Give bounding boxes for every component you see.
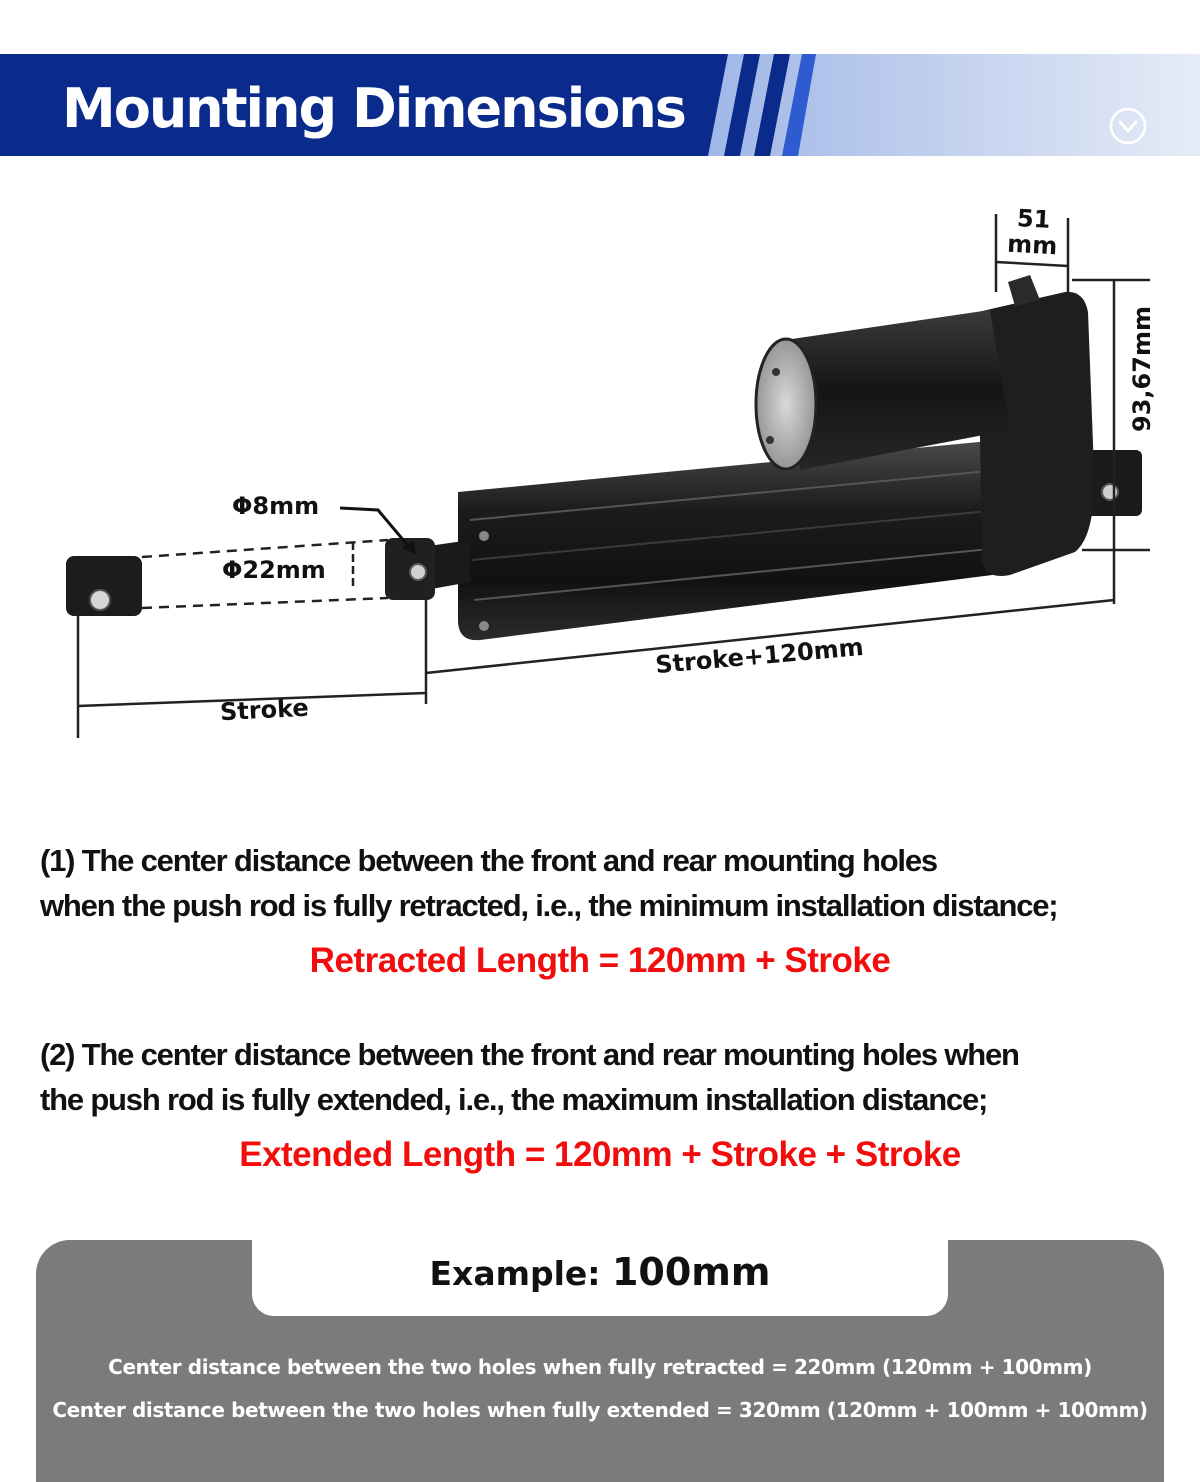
retracted-example-note: Center distance between the two holes when fully retracted = 220mm (120mm + 100mm) — [108, 1355, 1092, 1379]
extended-formula: Extended Length = 120mm + Stroke + Stroke — [239, 1135, 961, 1174]
eye-diameter-label: Φ22mm — [222, 556, 326, 584]
push-rod — [385, 538, 470, 600]
actuator-dimension-diagram — [0, 190, 1200, 770]
actuator-body — [458, 440, 1012, 640]
page-title: Mounting Dimensions — [62, 77, 685, 140]
retracted-formula: Retracted Length = 120mm + Stroke — [309, 941, 891, 980]
total-length-label: Stroke+120mm — [654, 632, 865, 680]
chevron-down-circle-icon[interactable] — [1108, 106, 1148, 146]
height-label: 93,67mm — [1128, 306, 1156, 432]
extended-example-note: Center distance between the two holes when fully extended = 320mm (120mm + 100mm + 100mm) — [52, 1398, 1148, 1422]
example-heading: Example: 100mm — [252, 1240, 948, 1316]
retracted-description: (1) The center distance between the front and rear mounting holes when the push rod is fully retracted, i.e., the minimum installation distance; — [40, 843, 1058, 923]
rod-diameter-label: Φ8mm — [232, 492, 320, 520]
extended-rod-eye — [66, 556, 142, 616]
extended-description: (2) The center distance between the front and rear mounting holes when the push rod is fully extended, i.e., the maximum installation distance; — [40, 1037, 1019, 1117]
width-label: 51 mm — [1006, 204, 1059, 261]
stroke-label: Stroke — [219, 693, 310, 727]
